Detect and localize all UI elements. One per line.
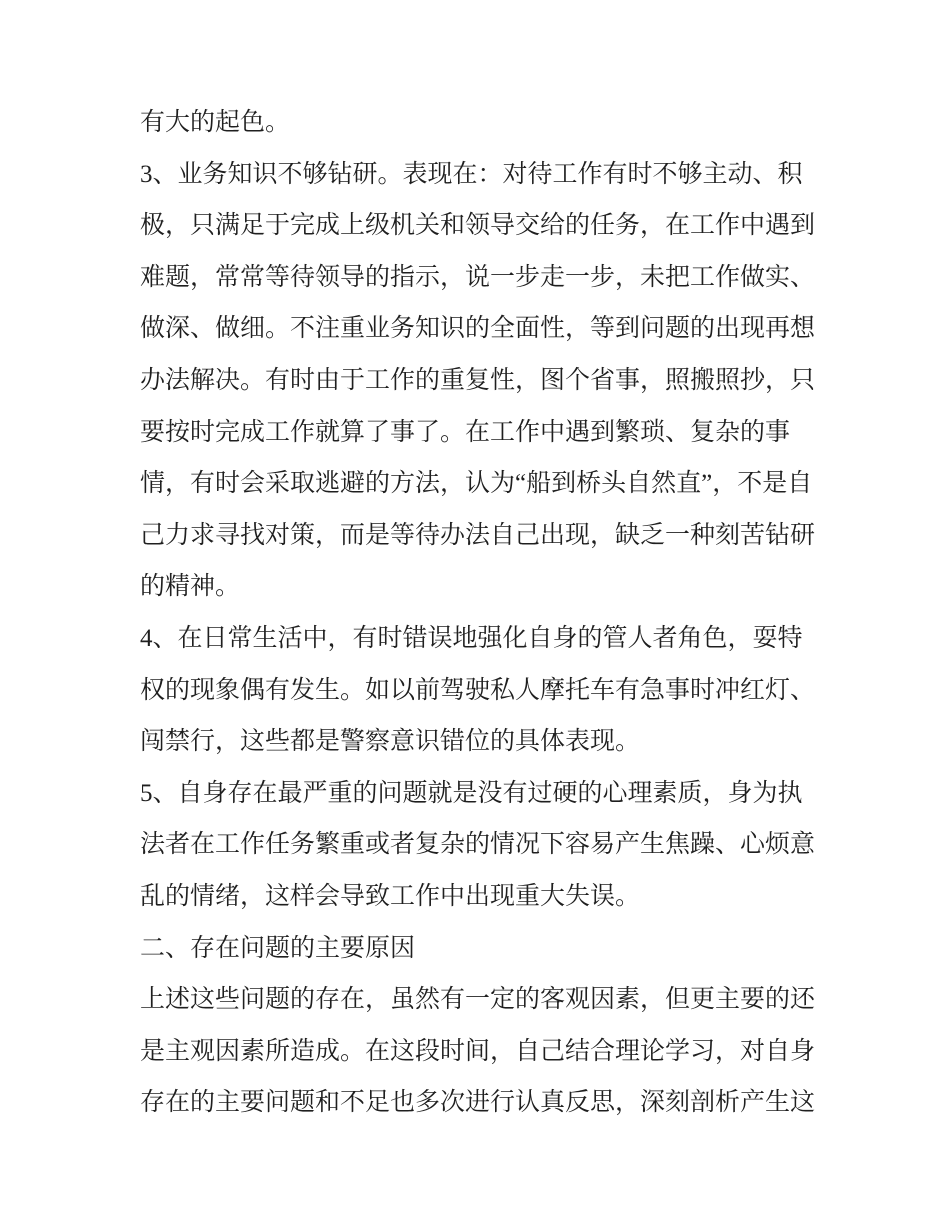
text-line: 有大的起色。 <box>140 109 291 136</box>
text-line: 存在的主要问题和不足也多次进行认真反思，深刻剖析产生这 <box>140 1089 816 1117</box>
text-line: 极，只满足于完成上级机关和领导交给的任务，在工作中遇到 <box>140 212 816 240</box>
document-text-block <box>140 97 832 1129</box>
text-line: 3、业务知识不够钻研。表现在：对待工作有时不够主动、积 <box>140 160 803 188</box>
text-line: 5、自身存在最严重的问题就是没有过硬的心理素质，身为执 <box>140 779 803 807</box>
text-line: 上述这些问题的存在，虽然有一定的客观因素，但更主要的还 <box>140 986 816 1014</box>
text-line: 己力求寻找对策，而是等待办法自己出现，缺乏一种刻苦钻研 <box>140 521 816 549</box>
text-line: 乱的情绪，这样会导致工作中出现重大失误。 <box>140 882 641 910</box>
text-line: 二、存在问题的主要原因 <box>140 934 416 962</box>
text-line: 权的现象偶有发生。如以前驾驶私人摩托车有急事时冲红灯、 <box>140 676 816 704</box>
text-line: 4、在日常生活中，有时错误地强化自身的管人者角色，耍特 <box>140 624 803 652</box>
text-line: 法者在工作任务繁重或者复杂的情况下容易产生焦躁、心烦意 <box>140 831 816 859</box>
text-line: 是主观因素所造成。在这段时间，自己结合理论学习，对自身 <box>140 1037 816 1065</box>
text-line: 情，有时会采取逃避的方法，认为“船到桥头自然直”，不是自 <box>140 470 813 498</box>
text-line: 办法解决。有时由于工作的重复性，图个省事，照搬照抄，只 <box>140 366 816 394</box>
text-line: 的精神。 <box>140 573 241 601</box>
text-line: 做深、做细。不注重业务知识的全面性，等到问题的出现再想 <box>140 315 816 343</box>
text-line: 要按时完成工作就算了事了。在工作中遇到繁琐、复杂的事 <box>140 418 791 446</box>
text-line: 闯禁行，这些都是警察意识错位的具体表现。 <box>140 728 641 756</box>
text-line: 难题，常常等待领导的指示，说一步走一步，未把工作做实、 <box>140 263 816 291</box>
